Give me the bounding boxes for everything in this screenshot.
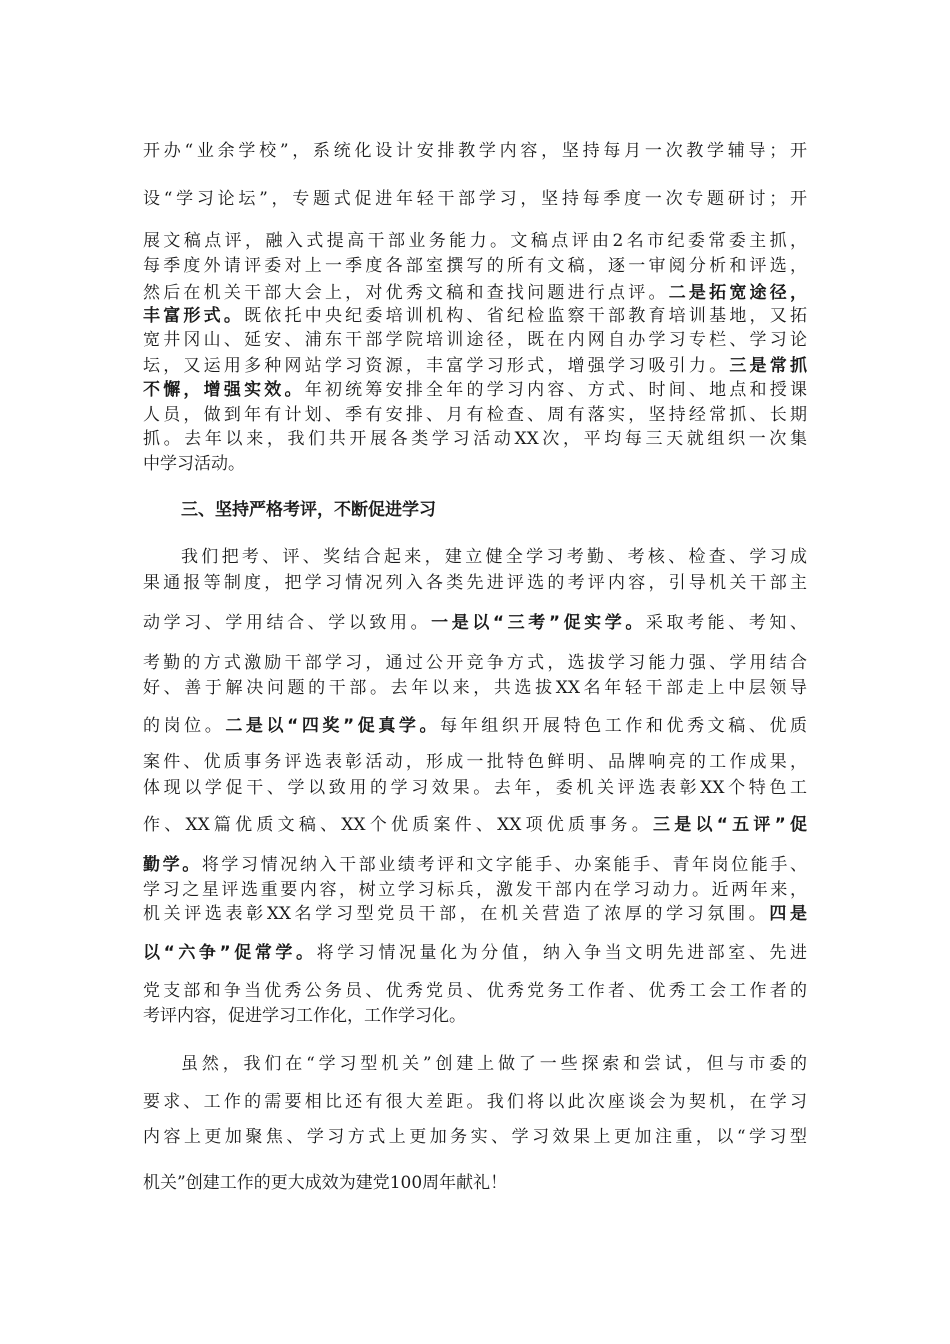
text-span: 人员，做到年有计划、季有安排、月有检查、周有落实，坚持经常抓、长期 bbox=[143, 405, 807, 425]
text-span: 我们把考、评、奖结合起来，建立健全学习考勤、考核、检查、学习成 bbox=[181, 547, 807, 567]
text-span: 抓。去年以来，我们共开展各类学习活动XX次，平均每三天就组织一次集 bbox=[143, 429, 807, 449]
text-span: 虽然，我们在“学习型机关”创建上做了一些探索和尝试，但与市委的 bbox=[181, 1054, 807, 1074]
text-line bbox=[181, 1049, 807, 1079]
bold-text: 二是以“四奖”促真学。 bbox=[225, 716, 441, 736]
text-line bbox=[143, 184, 807, 214]
text-span: 内容上更加聚焦、学习方式上更加务实、学习效果上更加注重，以“学习型 bbox=[143, 1127, 807, 1147]
text-line bbox=[143, 449, 807, 479]
text-span: 每季度外请评委对上一季度各部室撰写的所有文稿，逐一审阅分析和评选， bbox=[143, 256, 807, 276]
text-line bbox=[143, 899, 807, 929]
bold-text: 不懈，增强实效。 bbox=[143, 380, 305, 400]
text-line bbox=[143, 1001, 807, 1031]
text-span: 考评内容，促进学习工作化，工作学习化。 bbox=[143, 1006, 466, 1026]
text-line bbox=[143, 810, 807, 840]
text-line bbox=[143, 711, 807, 741]
text-span: 然后在机关干部大会上，对优秀文稿和查找问题进行点评。 bbox=[143, 283, 669, 303]
text-span: 案件、优质事务评选表彰活动，形成一批特色鲜明、品牌响亮的工作成果， bbox=[143, 752, 807, 772]
text-span: 每年组织开展特色工作和优秀文稿、优质 bbox=[440, 716, 807, 736]
text-line bbox=[143, 773, 807, 803]
text-span: 展文稿点评，融入式提高干部业务能力。文稿点评由2名市纪委常委主抓， bbox=[143, 231, 807, 251]
text-line bbox=[143, 608, 807, 638]
text-line bbox=[143, 136, 807, 166]
text-span: 党支部和争当优秀公务员、优秀党员、优秀党务工作者、优秀工会工作者的 bbox=[143, 981, 807, 1001]
section-heading: 三、坚持严格考评，不断促进学习 bbox=[181, 500, 436, 520]
text-span: 采取考能、考知、 bbox=[645, 613, 807, 633]
text-line bbox=[143, 568, 807, 598]
text-span: 将学习情况纳入干部业绩考评和文字能手、办案能手、青年岗位能手、 bbox=[201, 855, 807, 875]
text-line bbox=[143, 673, 807, 703]
text-line bbox=[143, 1087, 807, 1117]
bold-text: 丰富形式。 bbox=[143, 306, 245, 326]
text-line bbox=[143, 938, 807, 968]
bold-text: 四是 bbox=[769, 904, 807, 924]
text-line bbox=[143, 251, 807, 281]
text-span: 开办“业余学校”，系统化设计安排教学内容，坚持每月一次教学辅导；开 bbox=[143, 141, 807, 161]
text-span: 既依托中央纪委培训机构、省纪检监察干部教育培训基地，又拓 bbox=[244, 306, 807, 326]
text-span: 动学习、学用结合、学以致用。 bbox=[143, 613, 432, 633]
text-span: 要求、工作的需要相比还有很大差距。我们将以此次座谈会为契机，在学习 bbox=[143, 1092, 807, 1112]
text-span: 宽井冈山、延安、浦东干部学院培训途径，既在内网自办学习专栏、学习论 bbox=[143, 330, 807, 350]
text-span: 坛，又运用多种网站学习资源，丰富学习形式，增强学习吸引力。 bbox=[143, 356, 730, 376]
bold-text: 三是常抓 bbox=[729, 356, 807, 376]
text-span: 果通报等制度，把学习情况列入各类先进评选的考评内容，引导机关干部主 bbox=[143, 573, 807, 593]
bold-text: 三是以“五评”促 bbox=[653, 815, 807, 835]
text-span: 体现以学促干、学以致用的学习效果。去年，委机关评选表彰XX个特色工 bbox=[143, 778, 807, 798]
text-line bbox=[143, 1122, 807, 1152]
text-span: 机关评选表彰XX名学习型党员干部，在机关营造了浓厚的学习氛围。 bbox=[143, 904, 770, 924]
text-span: 将学习情况量化为分值，纳入争当文明先进部室、先进 bbox=[316, 943, 807, 963]
text-line bbox=[143, 1168, 807, 1198]
text-span: 的岗位。 bbox=[143, 716, 226, 736]
bold-text: 以“六争”促常学。 bbox=[143, 943, 317, 963]
text-span: 学习之星评选重要内容，树立学习标兵，激发干部内在学习动力。近两年来， bbox=[143, 880, 807, 900]
bold-text: 一是以“三考”促实学。 bbox=[431, 613, 646, 633]
text-span: 设“学习论坛”，专题式促进年轻干部学习，坚持每季度一次专题研讨；开 bbox=[143, 189, 807, 209]
text-span: 中学习活动。 bbox=[143, 454, 245, 474]
text-span: 年初统筹安排全年的学习内容、方式、时间、地点和授课 bbox=[304, 380, 807, 400]
bold-text: 二是拓宽途径， bbox=[668, 283, 807, 303]
text-span: 考勤的方式激励干部学习，通过公开竞争方式，选拔学习能力强、学用结合 bbox=[143, 653, 807, 673]
text-span: 机关”创建工作的更大成效为建党100周年献礼！ bbox=[143, 1173, 508, 1193]
text-span: 好、善于解决问题的干部。去年以来，共选拔XX名年轻干部走上中层领导 bbox=[143, 678, 807, 698]
text-span: 作、XX篇优质文稿、XX个优质案件、XX项优质事务。 bbox=[143, 815, 653, 835]
bold-text: 勤学。 bbox=[143, 855, 202, 875]
